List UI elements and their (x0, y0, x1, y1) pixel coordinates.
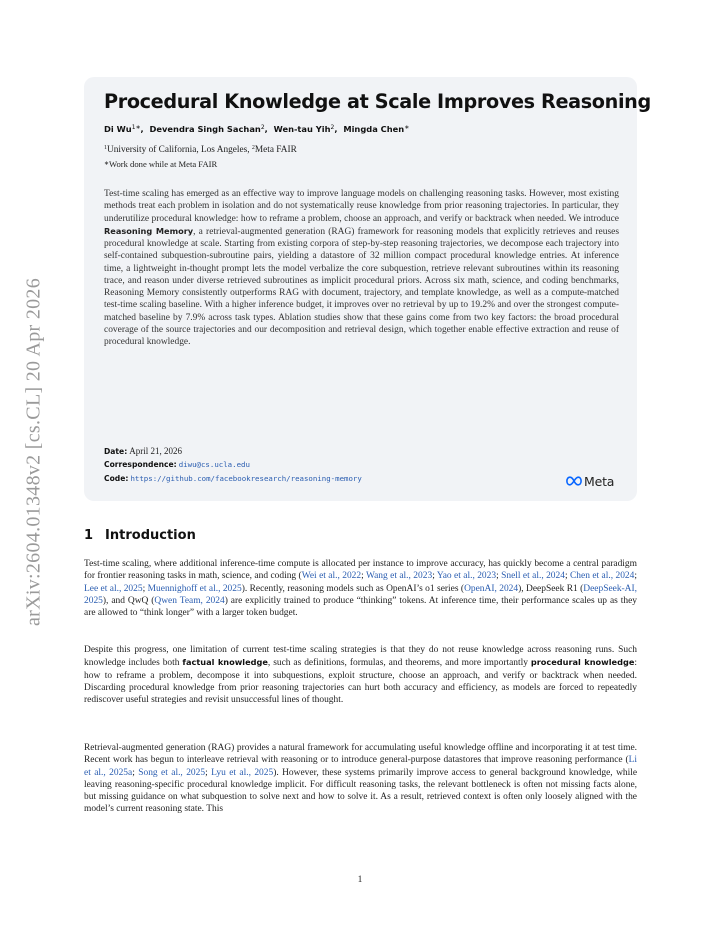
citation-link[interactable]: Muennighoff et al., 2025 (147, 583, 242, 594)
bold-term: procedural knowledge (530, 657, 635, 668)
citation-link[interactable]: OpenAI, 2024 (464, 583, 519, 594)
paper-title: Procedural Knowledge at Scale Improves Reasoning (104, 90, 651, 113)
author-name: Devendra Singh Sachan (149, 124, 261, 134)
paragraph-text: ). However, these systems primarily improve access to general background knowledge, while leaving reasoning-specific procedural knowledge implicit. For difficult reasoning tasks, the relevant bottleneck is often not missing facts alone, but missing guidance on what subquestion to solve next and how to solve it. As a result, retrieved context is often only loosely aligned with the model’s current reasoning state. This (84, 767, 638, 815)
citation-link[interactable]: DeepSeek-AI, 2025 (84, 583, 637, 606)
section-title: Introduction (105, 528, 196, 543)
citation-link[interactable]: Song et al., 2025 (138, 767, 206, 778)
citation-link[interactable]: Wei et al., 2022 (301, 571, 362, 582)
abstract-segment: Test-time scaling has emerged as an effective way to improve language models on challenging reasoning tasks. However, most existing methods treat each problem in isolation and do not systematically reuse knowledge from prior reasoning trajectories. In particular, they underutilize procedural knowledge: how to reframe a problem, choose an approach, and verify or backtrack when needed. We introduce (104, 189, 619, 224)
correspondence-email-link[interactable]: diwu@cs.ucla.edu (178, 460, 250, 469)
work-note (104, 159, 217, 169)
abstract-method-name: Reasoning Memory (104, 225, 194, 236)
abstract-segment: , a retrieval-augmented generation (RAG) framework for reasoning models that explicitly retrieves and reuses procedural knowledge at scale. Starting from existing corpora of step-by-step reasoning trajectories, we decompose each trajectory into self-contained subquestion-subroutine pairs, yielding a datastore of 32 million compact procedural knowledge entries. At inference time, a lightweight in-thought prompt lets the model verbalize the core subquestion, retrieve relevant subroutines within its reasoning trace, and reason under diverse retrieved subroutines as implicit procedural priors. Across six math, science, and coding benchmarks, Reasoning Memory consistently outperforms RAG with document, trajectory, and template knowledge, as well as a compute-matched test-time scaling baseline. With a higher inference budget, it improves over no retrieval by up to 19.2% and over the strongest compute-matched baseline by 7.9% across task types. Ablation studies show that these gains come from two key factors: the broad procedural coverage of the source trajectories and our decomposition and retrieval design, which together enable effective extraction and reuse of procedural knowledge. (104, 226, 619, 347)
arxiv-identifier-text: arXiv:2604.01348v2 [cs.CL] 20 Apr 2026 (22, 277, 45, 627)
meta-logo-text: Meta (584, 473, 615, 489)
meta-logo (566, 472, 614, 490)
section-heading (84, 528, 196, 543)
bold-term: factual knowledge (182, 657, 268, 668)
code-row (104, 474, 362, 483)
author-name: Wen-tau Yih (273, 124, 331, 134)
paragraph-text: ), and QwQ ( (102, 595, 155, 606)
citation-link[interactable]: Chen et al., 2024 (570, 571, 635, 582)
affiliation-mark: 2 (251, 145, 255, 151)
author-name: Mingda Chen (343, 124, 405, 134)
work-note-mark: ∗ (104, 161, 110, 167)
citation-link[interactable]: Li et al., 2025a (84, 755, 637, 778)
author-mark: 2 (330, 124, 335, 131)
citation-link[interactable]: Lee et al., 2025 (84, 583, 143, 594)
date-value: April 21, 2026 (129, 446, 183, 456)
date-row (104, 446, 182, 456)
author-list: Di $Wu^{1∗}$, Devendra Singh Sachan$^2$, Wen-tau Yih$^2$, Mingda Chen∗ (104, 124, 410, 134)
citation-separator: ; (432, 571, 437, 582)
correspondence-label: Correspondence: (104, 460, 177, 469)
paragraph-text: Despite this progress, one limitation of current test-time scaling strategies is that they do not reuse knowledge across reasoning runs. Such knowledge includes both (84, 645, 637, 669)
author-mark: ∗ (404, 124, 410, 131)
code-repository-link[interactable]: https://github.com/facebookresearch/reasoning-memory (130, 474, 362, 483)
author-name: Di Wu (104, 124, 132, 134)
section-number: 1 (84, 528, 94, 543)
citation-link[interactable]: Qwen Team, 2024 (154, 595, 225, 606)
author-mark: 2 (260, 124, 265, 131)
citation-separator: ; (564, 571, 570, 582)
date-label: Date: (104, 447, 128, 456)
paragraph-text: ), DeepSeek R1 ( (518, 583, 584, 594)
meta-infinity-icon (566, 476, 582, 486)
page-number: 1 (357, 875, 363, 885)
citation-link[interactable]: Yao et al., 2023 (436, 571, 497, 582)
citation-separator: ; (634, 571, 637, 582)
citation-separator: ; (205, 767, 212, 778)
citation-link[interactable]: Snell et al., 2024 (501, 571, 565, 582)
citation-link[interactable]: Wang et al., 2023 (365, 571, 433, 582)
intro-paragraph-3 (84, 742, 637, 816)
citation-separator: ; (132, 767, 139, 778)
work-note-text: Work done while at Meta FAIR (109, 159, 218, 169)
intro-paragraph-1 (84, 558, 637, 619)
paragraph-text: ) are explicitly trained to produce “thinking” tokens. At inference time, their performance scales up as they are allowed to “think longer” with a larger token budget. (84, 595, 637, 618)
affiliation (104, 145, 297, 155)
intro-paragraph-2 (84, 644, 637, 706)
affiliation-mark: 1 (104, 145, 107, 151)
citation-separator: ; (361, 571, 366, 582)
abstract-text (104, 188, 619, 348)
paragraph-text: Retrieval-augmented generation (RAG) provides a natural framework for accumulating useful knowledge offline and incorporating it at test time. Recent work has begun to interleave retrieval with reasoning or to introduce general-purpose datastores that improve reasoning performance ( (84, 743, 637, 766)
paragraph-text: : how to reframe a problem, decompose it into subquestions, exploit structure, choose an approach, and verify or backtrack when needed. Discarding procedural knowledge from prior reasoning trajectories can hurt both accuracy and efficiency, as models are forced to repeatedly rediscover useful strategies and revisit unsuccessful lines of thought. (84, 658, 637, 705)
citation-separator: ; (496, 571, 502, 582)
paragraph-text: ). Recently, reasoning models such as OpenAI’s o1 series ( (241, 583, 465, 594)
affiliation-text: Meta FAIR (254, 145, 297, 155)
correspondence-row (104, 460, 250, 469)
code-label: Code: (104, 474, 129, 483)
paragraph-text: , such as definitions, formulas, and theorems, and more importantly (267, 658, 531, 669)
affiliation-text: University of California, Los Angeles, (107, 145, 252, 155)
paragraph-text: Test-time scaling, where additional inference-time compute is allocated per instance to improve accuracy, has quickly become a central paradigm for frontier reasoning tasks in math, science, and coding ( (84, 559, 637, 582)
arxiv-identifier (14, 262, 54, 642)
citation-separator: ; (142, 583, 148, 594)
citation-link[interactable]: Lyu et al., 2025 (211, 767, 274, 778)
author-mark: 1∗ (131, 124, 141, 131)
